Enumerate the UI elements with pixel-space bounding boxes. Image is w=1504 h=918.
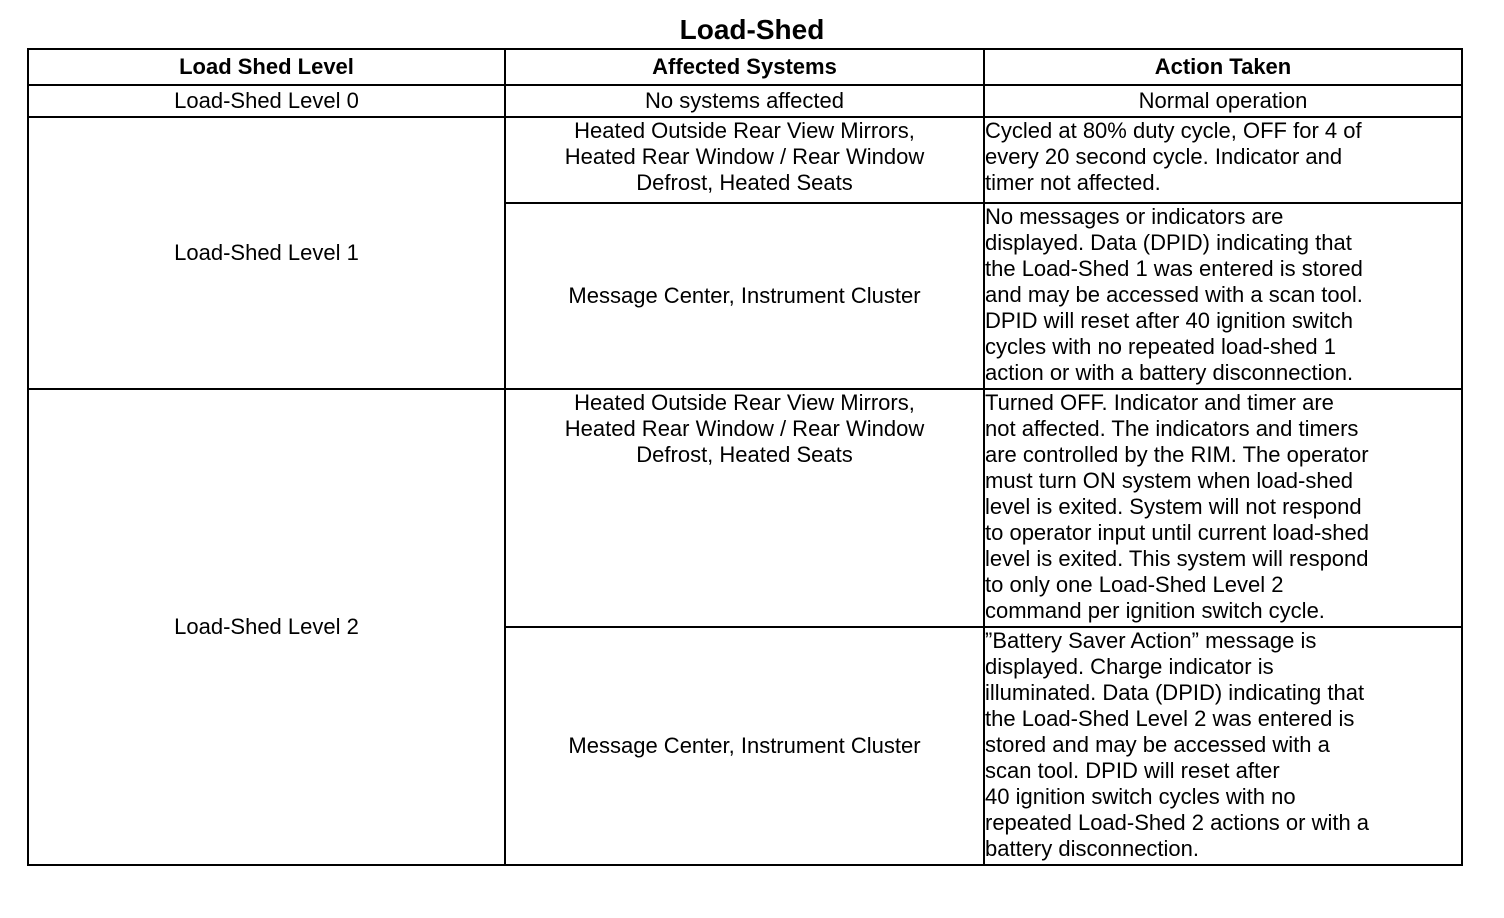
text-line: DPID will reset after 40 ignition switch (985, 308, 1354, 333)
table-row (28, 117, 1462, 203)
text-line: Heated Rear Window / Rear Window (564, 144, 925, 169)
text-line: Cycled at 80% duty cycle, OFF for 4 of (985, 118, 1362, 143)
level-cell: Load-Shed Level 0 (28, 85, 505, 117)
text-line: scan tool. DPID will reset after (985, 758, 1280, 783)
text-line: are controlled by the RIM. The operator (985, 442, 1369, 467)
text-line: repeated Load-Shed 2 actions or with a (985, 810, 1370, 835)
text-line: illuminated. Data (DPID) indicating that (985, 680, 1365, 705)
text-line: Heated Outside Rear View Mirrors, (574, 390, 915, 415)
text-line: the Load-Shed 1 was entered is stored (985, 256, 1363, 281)
text-line: Turned OFF. Indicator and timer are (985, 390, 1334, 415)
text-line: No messages or indicators are (985, 204, 1284, 229)
text-line: and may be accessed with a scan tool. (985, 282, 1363, 307)
text-line: timer not affected. (985, 170, 1161, 195)
systems-cell: Message Center, Instrument Cluster (505, 627, 984, 865)
text-line: Defrost, Heated Seats (636, 170, 853, 195)
action-cell (984, 627, 1462, 865)
text-line: 40 ignition switch cycles with no (985, 784, 1296, 809)
text-line: the Load-Shed Level 2 was entered is (985, 706, 1355, 731)
level-cell: Load-Shed Level 1 (28, 117, 505, 389)
level-cell: Load-Shed Level 2 (28, 389, 505, 865)
page-title: Load-Shed (679, 14, 825, 45)
header-affected-systems: Affected Systems (505, 49, 984, 85)
table-row (28, 85, 1462, 117)
text-line: not affected. The indicators and timers (985, 416, 1359, 441)
systems-cell (505, 117, 984, 203)
text-line: displayed. Data (DPID) indicating that (985, 230, 1352, 255)
text-line: Heated Outside Rear View Mirrors, (574, 118, 915, 143)
text-line: to only one Load-Shed Level 2 (985, 572, 1284, 597)
text-line: ”Battery Saver Action” message is (985, 628, 1317, 653)
text-line: displayed. Charge indicator is (985, 654, 1274, 679)
systems-cell (505, 389, 984, 627)
action-cell (984, 389, 1462, 627)
header-action-taken: Action Taken (984, 49, 1462, 85)
text-line: must turn ON system when load-shed (985, 468, 1354, 493)
header-load-shed-level: Load Shed Level (28, 49, 505, 85)
text-line: battery disconnection. (985, 836, 1200, 861)
action-cell (984, 203, 1462, 389)
text-line: to operator input until current load-shed (985, 520, 1370, 545)
text-line: Heated Rear Window / Rear Window (564, 416, 925, 441)
table-header-row (28, 49, 1462, 85)
text-line: every 20 second cycle. Indicator and (985, 144, 1343, 169)
action-cell: Normal operation (984, 85, 1462, 117)
text-line: stored and may be accessed with a (985, 732, 1330, 757)
table-row (28, 389, 1462, 627)
systems-cell: Message Center, Instrument Cluster (505, 203, 984, 389)
text-line: level is exited. This system will respond (985, 546, 1369, 571)
text-line: action or with a battery disconnection. (985, 360, 1354, 385)
text-line: Defrost, Heated Seats (636, 442, 853, 467)
text-line: cycles with no repeated load-shed 1 (985, 334, 1336, 359)
text-line: command per ignition switch cycle. (985, 598, 1325, 623)
load-shed-table (27, 48, 1463, 866)
systems-cell: No systems affected (505, 85, 984, 117)
text-line: level is exited. System will not respond (985, 494, 1362, 519)
action-cell (984, 117, 1462, 203)
